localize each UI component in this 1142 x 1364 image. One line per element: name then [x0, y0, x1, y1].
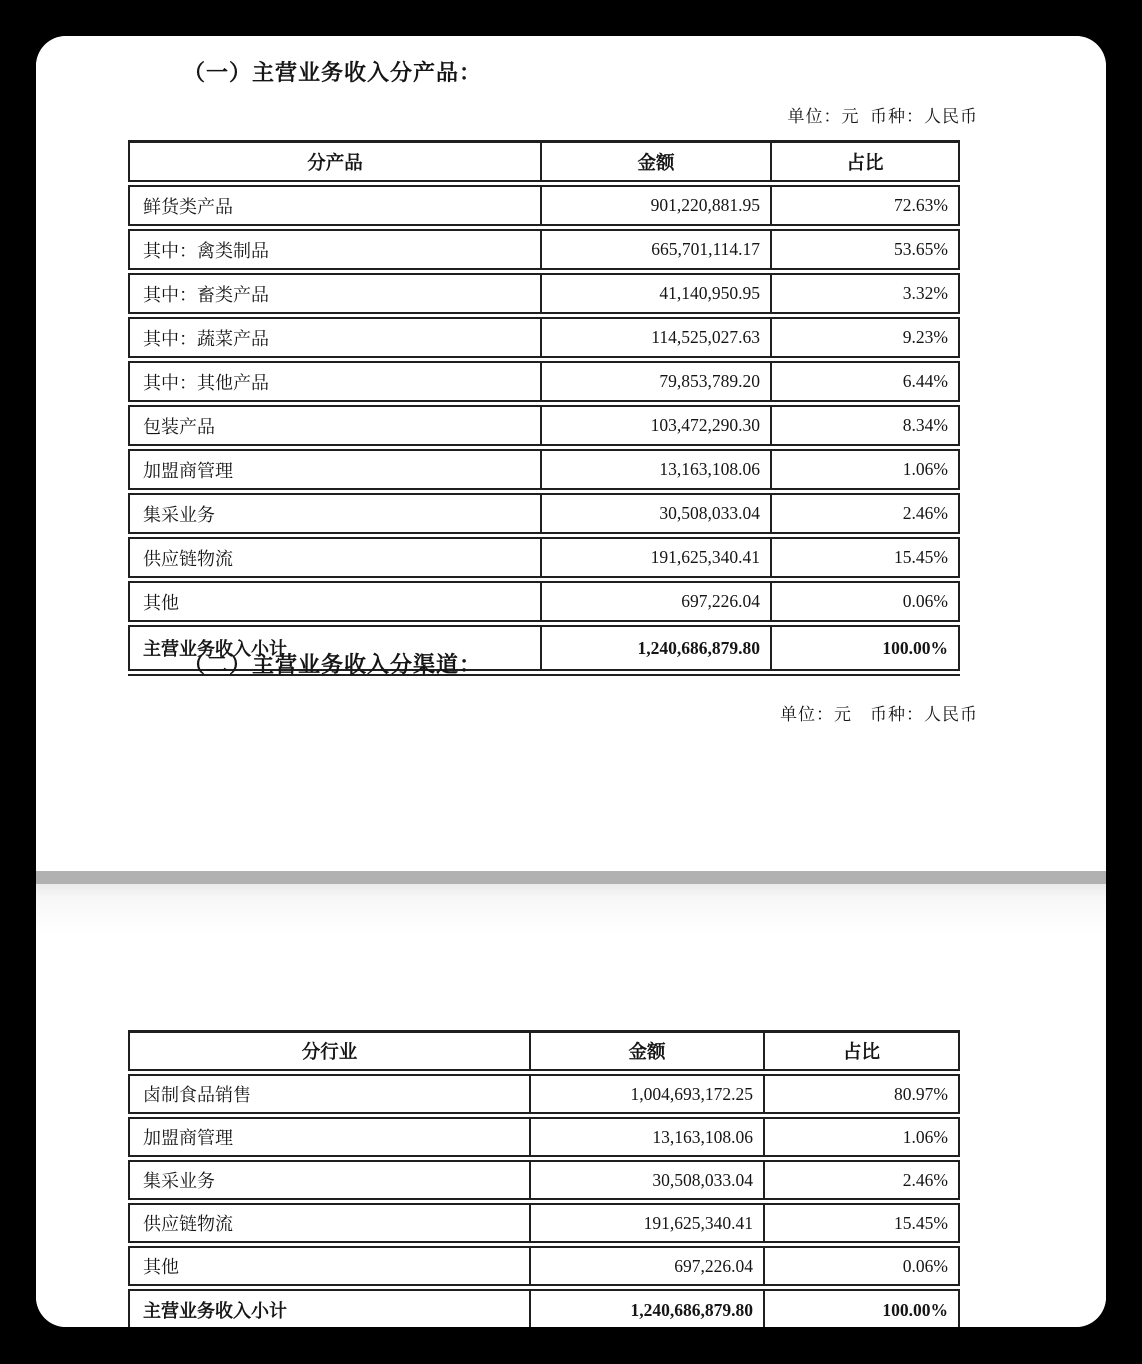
table-row	[129, 272, 959, 316]
column-header: 金额	[541, 142, 771, 184]
document-page-1	[36, 36, 1106, 871]
table-cell: 30,508,033.04	[541, 492, 771, 536]
table-cell: 加盟商管理	[129, 1116, 530, 1159]
table-row	[129, 184, 959, 228]
table-cell: 72.63%	[771, 184, 959, 228]
table-cell: 41,140,950.95	[541, 272, 771, 316]
revenue-by-product-table	[128, 140, 960, 676]
table-cell: 13,163,108.06	[530, 1116, 764, 1159]
table-row	[129, 536, 959, 580]
table-cell: 供应链物流	[129, 536, 541, 580]
header-row	[129, 1032, 959, 1073]
total-cell: 1,240,686,879.80	[541, 624, 771, 673]
table-cell: 2.46%	[764, 1159, 959, 1202]
unit-currency-note-1: 单位：元 币种：人民币	[787, 107, 978, 126]
table-row	[129, 1073, 959, 1116]
table-cell: 15.45%	[771, 536, 959, 580]
unit-currency-note-2: 单位：元 币种：人民币	[780, 705, 978, 724]
page-separator	[36, 871, 1106, 884]
column-header: 分产品	[129, 142, 541, 184]
table-cell: 9.23%	[771, 316, 959, 360]
section-heading-revenue-by-product: （一）主营业务收入分产品：	[183, 60, 483, 85]
table-cell: 3.32%	[771, 272, 959, 316]
table-cell: 0.06%	[764, 1245, 959, 1288]
table-cell: 其中：蔬菜产品	[129, 316, 541, 360]
table-cell: 1.06%	[771, 448, 959, 492]
total-cell: 主营业务收入小计	[129, 624, 541, 673]
table-cell: 191,625,340.41	[541, 536, 771, 580]
document-page-2	[36, 884, 1106, 1327]
table-cell: 1.06%	[764, 1116, 959, 1159]
table-row	[129, 1245, 959, 1288]
total-row	[129, 1288, 959, 1328]
table-row	[129, 1116, 959, 1159]
table-row	[129, 360, 959, 404]
total-cell: 100.00%	[764, 1288, 959, 1328]
table-cell: 其他	[129, 580, 541, 624]
total-cell: 主营业务收入小计	[129, 1288, 530, 1328]
table-cell: 供应链物流	[129, 1202, 530, 1245]
table-cell: 其中：其他产品	[129, 360, 541, 404]
table-row	[129, 492, 959, 536]
table-cell: 1,004,693,172.25	[530, 1073, 764, 1116]
table-row	[129, 580, 959, 624]
section-heading-revenue-by-channel: （二）主营业务收入分渠道：	[183, 652, 483, 677]
table-cell: 79,853,789.20	[541, 360, 771, 404]
table-cell: 集采业务	[129, 1159, 530, 1202]
column-header: 占比	[771, 142, 959, 184]
table-cell: 15.45%	[764, 1202, 959, 1245]
table-row	[129, 404, 959, 448]
table-cell: 53.65%	[771, 228, 959, 272]
table-cell: 30,508,033.04	[530, 1159, 764, 1202]
table-cell: 其中：畜类产品	[129, 272, 541, 316]
table-cell: 卤制食品销售	[129, 1073, 530, 1116]
table-cell: 其他	[129, 1245, 530, 1288]
total-cell: 1,240,686,879.80	[530, 1288, 764, 1328]
table-row	[129, 316, 959, 360]
column-header: 分行业	[129, 1032, 530, 1073]
header-row	[129, 142, 959, 184]
table-cell: 2.46%	[771, 492, 959, 536]
table-cell: 包装产品	[129, 404, 541, 448]
table-cell: 103,472,290.30	[541, 404, 771, 448]
table-cell: 加盟商管理	[129, 448, 541, 492]
table-cell: 697,226.04	[530, 1245, 764, 1288]
table-cell: 191,625,340.41	[530, 1202, 764, 1245]
table-cell: 697,226.04	[541, 580, 771, 624]
table-cell: 6.44%	[771, 360, 959, 404]
table-row	[129, 228, 959, 272]
table-cell: 80.97%	[764, 1073, 959, 1116]
table-cell: 901,220,881.95	[541, 184, 771, 228]
table-cell: 665,701,114.17	[541, 228, 771, 272]
table-cell: 13,163,108.06	[541, 448, 771, 492]
table-row	[129, 448, 959, 492]
document-pages	[36, 36, 1106, 1327]
table-row	[129, 1202, 959, 1245]
column-header: 占比	[764, 1032, 959, 1073]
revenue-by-industry-table	[128, 1030, 960, 1327]
table-cell: 集采业务	[129, 492, 541, 536]
table-cell: 0.06%	[771, 580, 959, 624]
table-cell: 8.34%	[771, 404, 959, 448]
column-header: 金额	[530, 1032, 764, 1073]
table-row	[129, 1159, 959, 1202]
table-cell: 其中：禽类制品	[129, 228, 541, 272]
table-cell: 鲜货类产品	[129, 184, 541, 228]
table-cell: 114,525,027.63	[541, 316, 771, 360]
total-cell: 100.00%	[771, 624, 959, 673]
